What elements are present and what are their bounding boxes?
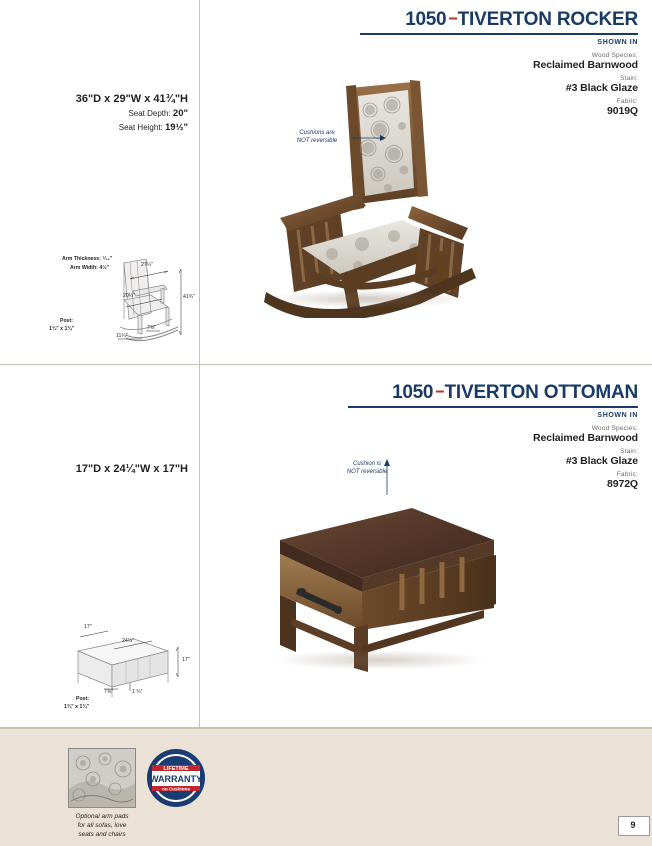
fabric-value: 9019Q [606,104,638,117]
wood-species-value: Reclaimed Barnwood [533,432,638,445]
photo-shadow [268,290,468,308]
seat-height-row [0,122,188,133]
product-section-ottoman [0,365,652,728]
callout-rocker [278,130,356,145]
post-value: 1¾" x 1¾" [64,704,90,710]
height-right-label: 17" [182,657,190,663]
width-top-label: 24¼" [122,638,134,644]
caption-line-3: seats and chairs [78,830,126,838]
stain-value: #3 Black Glaze [565,454,638,467]
arm-pad-swatch-image [68,748,136,808]
post-label: Post: [76,696,89,702]
svg-text:WARRANTY: WARRANTY [150,774,202,784]
lifetime-warranty-badge [146,748,206,808]
caption-line-1: Optional arm pads [75,813,129,820]
stain-value: #3 Black Glaze [565,81,638,94]
stain-label: Stain: [620,448,638,456]
callout-ottoman [330,461,404,476]
footer-top-rule [0,728,652,729]
rocker-photo-svg [262,78,482,318]
product-name: TIVERTON OTTOMAN [444,382,638,403]
shown-in-label: SHOWN IN [597,412,638,419]
seat-front-label: 7⅜" [147,325,157,331]
title-underline [348,406,638,408]
line-drawing-ottoman [56,624,196,710]
shown-in-label: SHOWN IN [597,39,638,46]
seat-depth-row [0,108,188,119]
height-right-label: 41¾" [183,294,195,300]
title-separator: -- [435,381,443,400]
callout-line-1: Cushion is [352,461,381,467]
spec-list-rocker [533,39,638,117]
wood-species-value: Reclaimed Barnwood [533,59,638,72]
depth-top-label: 27¼" [141,262,153,268]
wood-species-label: Wood Species: [591,425,638,433]
seat-depth-value: 20" [172,108,188,119]
callout-line-2: NOT reversible [296,137,338,144]
front-h-label: 1 ¾" [132,689,143,695]
product-photo-ottoman [262,500,506,680]
arm-pad-caption [48,813,156,839]
product-title-ottoman [392,383,638,402]
depth-mid-label: 20¼" [123,293,135,299]
seat-height-label: Seat Height: [118,123,163,132]
seat-height-value: 19½" [165,122,188,133]
arm-thickness-label: Arm Thickness: ⁷⁄₁₆" [62,256,113,262]
product-number: 1050 [392,382,434,403]
post-label: Post: [60,318,73,324]
warranty-seal-icon [146,748,206,808]
post-value: 1¾" x 1¾" [49,326,75,332]
svg-text:LIFETIME: LIFETIME [163,766,189,772]
front-w-label: 7⅜" [104,689,114,695]
product-section-rocker [0,0,652,365]
photo-shadow [272,650,487,670]
wood-species-label: Wood Species: [591,52,638,60]
fabric-value: 8972Q [606,477,638,490]
arm-width-label: Arm Width: 4½" [70,265,110,271]
product-photo-rocker [262,78,482,318]
caption-line-2: for all sofas, love [77,821,127,829]
product-title-rocker [405,10,638,29]
callout-line-2: NOT reversible [346,468,388,475]
callout-arrow-ottoman [382,459,392,499]
ottoman-linedrawing-svg [56,625,196,705]
title-separator: -- [448,8,456,27]
seat-depth-label: Seat Depth: [128,109,171,118]
dimension-main-rocker: 36"D x 29"W x 41¾"H [75,93,188,105]
fabric-label: Fabric: [616,471,638,478]
width-bottom-label: 11¼" [116,333,128,339]
fabric-label: Fabric: [616,98,638,105]
spec-list-ottoman [533,412,638,490]
dimension-main-ottoman: 17"D x 24¼"W x 17"H [75,463,188,475]
depth-top-label: 17" [84,624,92,630]
callout-arrow-rocker [352,132,386,144]
product-name: TIVERTON ROCKER [457,9,638,30]
arm-pad-swatch-svg [69,749,135,807]
product-number: 1050 [405,9,447,30]
line-drawing-rocker [38,255,198,350]
stain-label: Stain: [620,75,638,83]
svg-text:on Cushions: on Cushions [162,786,190,792]
page-number: 9 [630,820,636,830]
column-divider-rocker [199,0,200,365]
callout-line-1: Cushions are [299,130,335,136]
column-divider-ottoman [199,365,200,728]
title-underline [360,33,638,35]
